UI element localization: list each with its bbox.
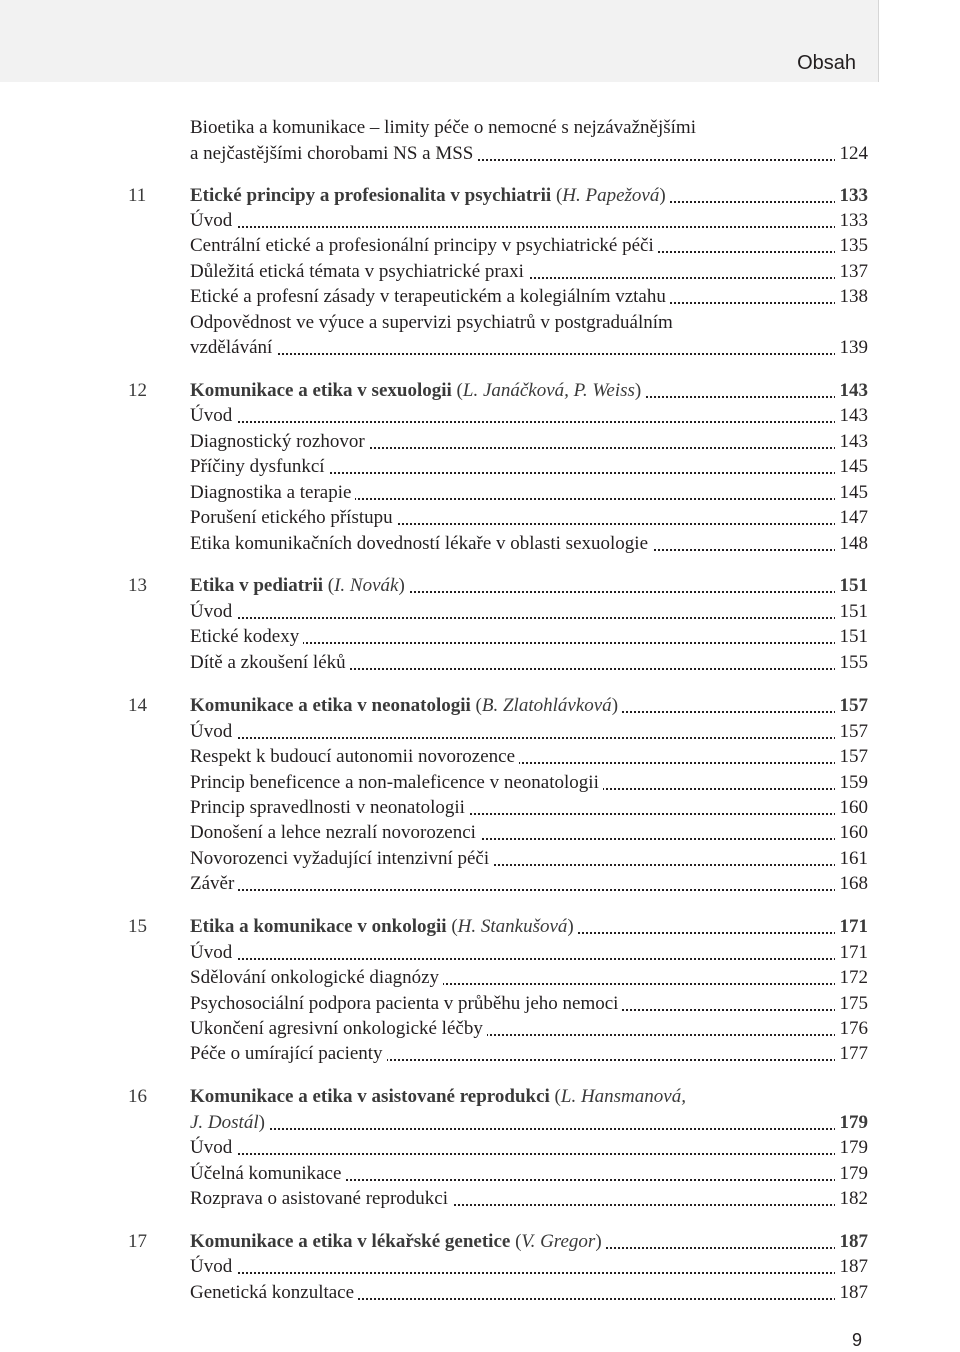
chapter-title: Etické principy a profesionalita v psychiatrii xyxy=(190,185,552,206)
toc-page-number: 145 xyxy=(835,480,869,506)
toc-page-number: 137 xyxy=(835,259,869,285)
toc-entry-text: vzdělávání xyxy=(190,337,276,358)
toc-entry[interactable] xyxy=(190,1280,868,1306)
toc-entry-text: Úvod xyxy=(190,405,236,426)
paren-close: ) xyxy=(258,1112,265,1133)
toc-page-number: 187 xyxy=(835,1229,869,1255)
toc-page-number: 133 xyxy=(835,208,869,234)
toc-page-number: 151 xyxy=(835,599,869,625)
toc-entry[interactable] xyxy=(190,531,868,557)
toc-entry[interactable] xyxy=(190,599,868,625)
toc-page-number: 151 xyxy=(835,624,869,650)
paren-open: ( xyxy=(323,575,335,596)
toc-entry-text: Princip spravedlnosti v neonatologii xyxy=(190,797,469,818)
chapter-number: 14 xyxy=(128,695,147,716)
paren-open: ( xyxy=(470,695,482,716)
toc-entry-wrap-line xyxy=(190,115,868,141)
chapter-author: H. Papežová xyxy=(562,185,660,206)
toc-entry[interactable] xyxy=(190,284,868,310)
chapter-heading-wrap-line xyxy=(190,1084,868,1110)
paren-close: ) xyxy=(567,916,574,937)
toc-entry-text: Úvod xyxy=(190,601,236,622)
toc-entry[interactable] xyxy=(190,454,868,480)
toc-page-number: 182 xyxy=(835,1186,869,1212)
header-right-strip xyxy=(878,0,960,82)
toc-entry[interactable] xyxy=(190,1186,868,1212)
paren-open: ( xyxy=(549,1086,561,1107)
toc-entry[interactable] xyxy=(190,1254,868,1280)
toc-entry[interactable] xyxy=(190,940,868,966)
toc-entry[interactable] xyxy=(190,871,868,897)
toc-page-number: 157 xyxy=(835,693,869,719)
toc-entry[interactable] xyxy=(190,719,868,745)
toc-entry-text: Princip beneficence a non-maleficence v neonatologii xyxy=(190,772,603,793)
toc-entry[interactable] xyxy=(190,1016,868,1042)
toc-entry-text: Diagnostika a terapie xyxy=(190,482,355,503)
paren-open: ( xyxy=(446,916,458,937)
toc-entry-text: Novorozenci vyžadující intenzivní péči xyxy=(190,848,493,869)
toc-entry[interactable] xyxy=(190,259,868,285)
toc-page-number: 179 xyxy=(835,1135,869,1161)
section-title: Obsah xyxy=(797,52,856,74)
chapter-heading[interactable] xyxy=(190,693,868,719)
toc-entry[interactable] xyxy=(190,770,868,796)
chapter-author: B. Zlatohlávková xyxy=(481,695,612,716)
toc-page-number: 179 xyxy=(835,1110,869,1136)
toc-page-number: 145 xyxy=(835,454,869,480)
toc-entry-text: Úvod xyxy=(190,1137,236,1158)
toc-entry-text: Úvod xyxy=(190,1256,236,1277)
toc-entry-text: Úvod xyxy=(190,942,236,963)
toc-entry[interactable] xyxy=(190,505,868,531)
toc-entry[interactable] xyxy=(190,991,868,1017)
toc-entry[interactable] xyxy=(190,429,868,455)
chapter-title: Komunikace a etika v sexuologii xyxy=(190,380,452,401)
toc-entry[interactable] xyxy=(190,846,868,872)
toc-page-number: 148 xyxy=(835,531,869,557)
toc-entry-text: Dítě a zkoušení léků xyxy=(190,652,350,673)
chapter-number: 13 xyxy=(128,575,147,596)
toc-entry-text: Etické kodexy xyxy=(190,626,303,647)
toc-entry[interactable] xyxy=(190,1041,868,1067)
toc-entry[interactable] xyxy=(190,1135,868,1161)
toc-entry[interactable] xyxy=(190,335,868,361)
toc-entry-text: Závěr xyxy=(190,873,238,894)
toc-entry-text: Rozprava o asistované reprodukci xyxy=(190,1188,452,1209)
toc-entry-text: Úvod xyxy=(190,721,236,742)
toc-page-number: 187 xyxy=(835,1254,869,1280)
header-band xyxy=(0,0,878,82)
paren-close: ) xyxy=(398,575,405,596)
toc-entry-text: Etické a profesní zásady v terapeutickém a kolegiálním vztahu xyxy=(190,286,670,307)
toc-entry-text: a nejčastějšími chorobami NS a MSS xyxy=(190,143,477,164)
toc-page-number: 175 xyxy=(835,991,869,1017)
toc-page-number: 124 xyxy=(835,141,869,167)
toc-entry-text: Donošení a lehce nezralí novorozenci xyxy=(190,822,480,843)
toc-entry-text: Ukončení agresivní onkologické léčby xyxy=(190,1018,487,1039)
chapter-title: Komunikace a etika v lékařské genetice xyxy=(190,1231,511,1252)
toc-page-number: 177 xyxy=(835,1041,869,1067)
page-number: 9 xyxy=(852,1330,863,1350)
chapter-author: I. Novák xyxy=(334,575,399,596)
chapter-heading[interactable] xyxy=(190,378,868,404)
toc-entry[interactable] xyxy=(190,820,868,846)
toc-entry[interactable] xyxy=(190,795,868,821)
toc-page-number: 143 xyxy=(835,429,869,455)
chapter-heading[interactable] xyxy=(190,1110,868,1136)
chapter-number: 15 xyxy=(128,916,147,937)
toc-page-number: 135 xyxy=(835,233,869,259)
toc-entry-text: Diagnostický rozhovor xyxy=(190,431,369,452)
toc-page-number: 171 xyxy=(835,940,869,966)
toc-page-number: 155 xyxy=(835,650,869,676)
paren-open: ( xyxy=(551,185,563,206)
chapter-author: J. Dostál xyxy=(190,1112,259,1133)
toc-entry-text: Důležitá etická témata v psychiatrické praxi xyxy=(190,261,528,282)
toc-entry-text: Psychosociální podpora pacienta v průběhu jeho nemoci xyxy=(190,993,622,1014)
toc-page-number: 151 xyxy=(835,573,869,599)
toc-page-number: 161 xyxy=(835,846,869,872)
toc-page-number: 143 xyxy=(835,378,869,404)
toc-entry-text: Odpovědnost ve výuce a supervizi psychiatrů v postgraduálním xyxy=(190,312,677,333)
toc-page-number: 147 xyxy=(835,505,869,531)
toc-entry-text: Bioetika a komunikace – limity péče o nemocné s nejzávažnějšími xyxy=(190,117,700,138)
chapter-heading[interactable] xyxy=(190,914,868,940)
toc-entry-text: Příčiny dysfunkcí xyxy=(190,456,329,477)
paren-close: ) xyxy=(611,695,619,716)
toc-page-number: 176 xyxy=(835,1016,869,1042)
toc-page-number: 160 xyxy=(835,820,869,846)
toc-entry-text: Etika komunikačních dovedností lékaře v oblasti sexuologie xyxy=(190,533,652,554)
chapter-title: Etika a komunikace v onkologii xyxy=(190,916,447,937)
chapter-number: 17 xyxy=(128,1231,147,1252)
toc-entry-text: Úvod xyxy=(190,210,236,231)
toc-entry-wrap-line xyxy=(190,310,868,336)
toc-entry-text: Centrální etické a profesionální principy v psychiatrické péči xyxy=(190,235,658,256)
toc-page-number: 138 xyxy=(835,284,869,310)
toc-page-number: 171 xyxy=(835,914,869,940)
chapter-heading[interactable] xyxy=(190,573,868,599)
chapter-heading[interactable] xyxy=(190,1229,868,1255)
toc-page-number: 168 xyxy=(835,871,869,897)
toc-page-number: 159 xyxy=(835,770,869,796)
chapter-author: H. Stankušová xyxy=(457,916,568,937)
chapter-title: Komunikace a etika v neonatologii xyxy=(190,695,471,716)
chapter-author: L. Hansmanová, xyxy=(560,1086,686,1107)
toc-entry[interactable] xyxy=(190,141,868,167)
toc-entry[interactable] xyxy=(190,965,868,991)
paren-close: ) xyxy=(659,185,666,206)
paren-close: ) xyxy=(595,1231,602,1252)
toc-entry[interactable] xyxy=(190,480,868,506)
chapter-number: 12 xyxy=(128,380,147,401)
toc-entry[interactable] xyxy=(190,233,868,259)
chapter-author: L. Janáčková, P. Weiss xyxy=(462,380,635,401)
paren-open: ( xyxy=(510,1231,522,1252)
toc-entry-text: Porušení etického přístupu xyxy=(190,507,397,528)
toc-page-number: 157 xyxy=(835,744,869,770)
toc-page-number: 157 xyxy=(835,719,869,745)
toc-page-number: 179 xyxy=(835,1161,869,1187)
toc-entry-text: Respekt k budoucí autonomii novorozence xyxy=(190,746,519,767)
chapter-author: V. Gregor xyxy=(521,1231,596,1252)
chapter-heading[interactable] xyxy=(190,183,868,209)
toc-page-number: 160 xyxy=(835,795,869,821)
chapter-number: 16 xyxy=(128,1086,147,1107)
toc-page-number: 143 xyxy=(835,403,869,429)
toc-entry[interactable] xyxy=(190,1161,868,1187)
toc-page-number: 139 xyxy=(835,335,869,361)
chapter-number: 11 xyxy=(128,185,147,206)
paren-close: ) xyxy=(634,380,642,401)
toc-page-number: 133 xyxy=(835,183,869,209)
toc-page-number: 172 xyxy=(835,965,869,991)
toc-entry-text: Účelná komunikace xyxy=(190,1163,345,1184)
toc-page-number: 187 xyxy=(835,1280,869,1306)
chapter-title: Etika v pediatrii xyxy=(190,575,324,596)
toc-entry-text: Péče o umírající pacienty xyxy=(190,1043,387,1064)
toc-entry-text: Genetická konzultace xyxy=(190,1282,358,1303)
toc-entry[interactable] xyxy=(190,744,868,770)
toc-entry[interactable] xyxy=(190,650,868,676)
toc-entry-text: Sdělování onkologické diagnózy xyxy=(190,967,443,988)
toc-entry[interactable] xyxy=(190,403,868,429)
chapter-title: Komunikace a etika v asistované reprodukci xyxy=(190,1086,550,1107)
paren-open: ( xyxy=(451,380,463,401)
toc-entry[interactable] xyxy=(190,624,868,650)
toc-entry[interactable] xyxy=(190,208,868,234)
